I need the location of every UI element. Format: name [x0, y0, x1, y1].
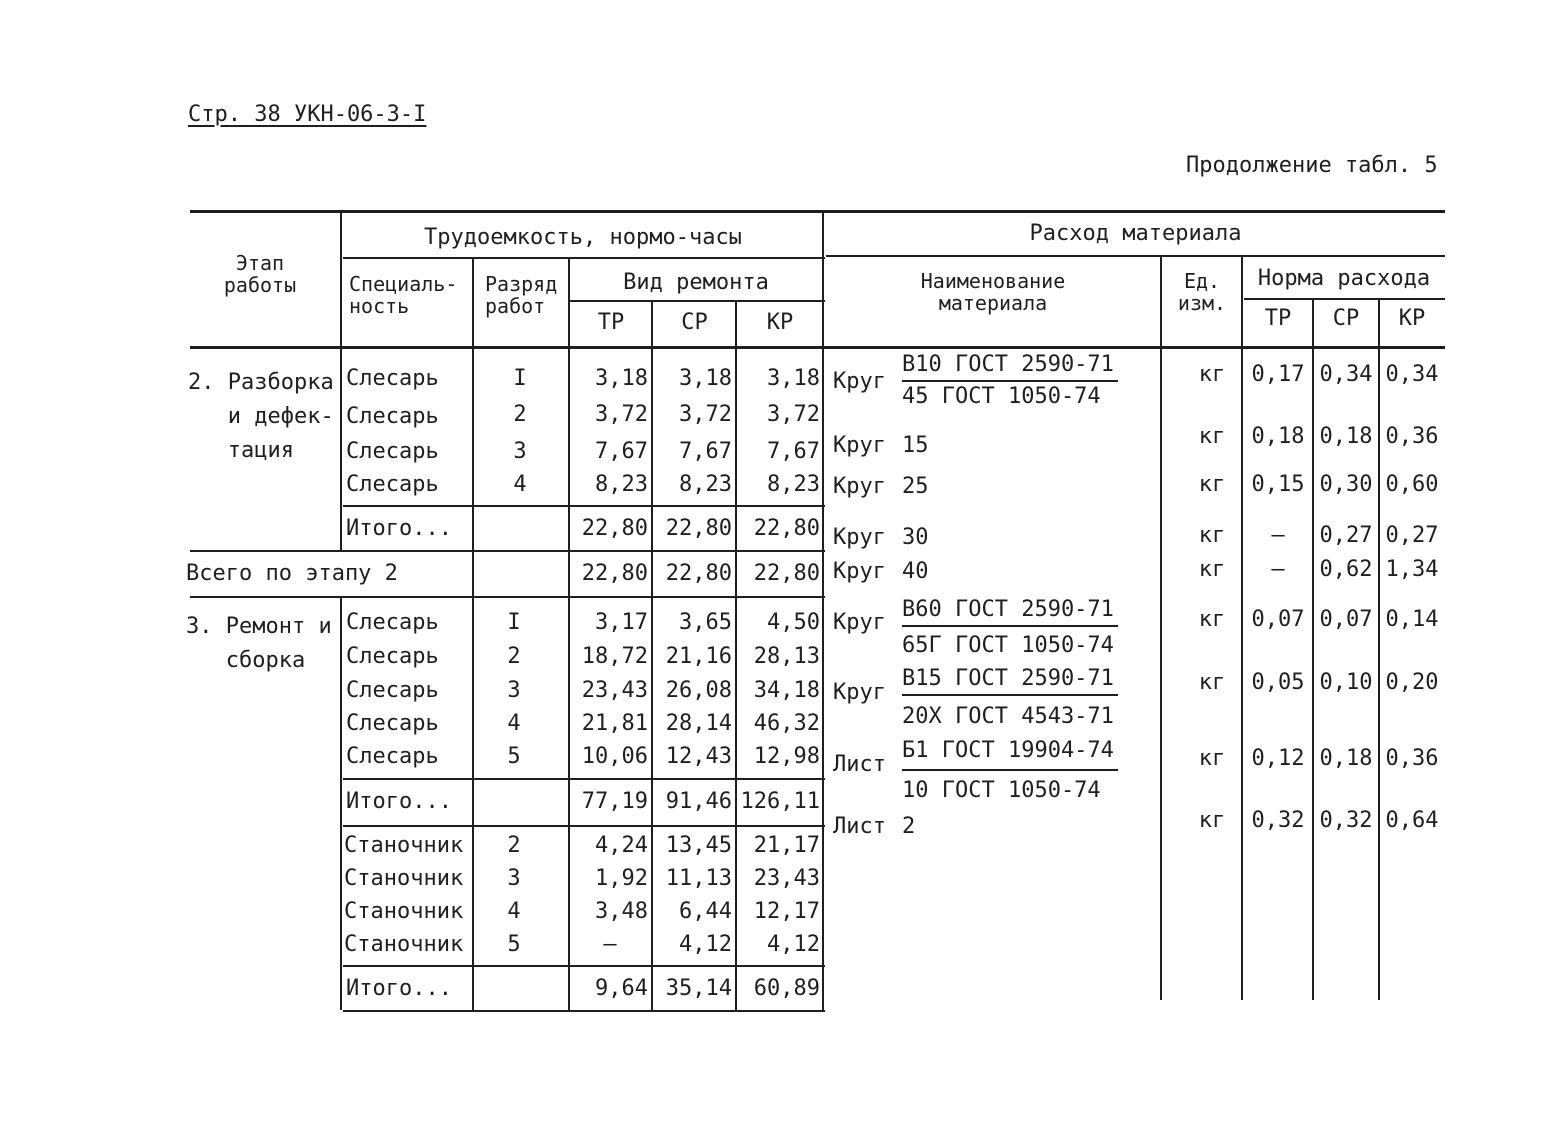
- specialty-cell: Слесарь: [346, 711, 439, 736]
- specialty-cell: Станочник: [344, 899, 464, 924]
- norm-tr-cell: 0,17: [1251, 362, 1305, 387]
- subtotal-label: Итого...: [346, 789, 452, 814]
- kr-cell: 21,17: [753, 833, 820, 858]
- norm-kr-cell: 1,34: [1385, 557, 1439, 582]
- material-spec-top: В60 ГОСТ 2590-71: [902, 597, 1114, 622]
- tr-cell: 3,17: [595, 610, 648, 635]
- sr-cell: 11,13: [665, 866, 732, 891]
- kr-cell: 12,98: [753, 744, 820, 769]
- norm-sr-cell: 0,10: [1319, 670, 1373, 695]
- norm-tr-cell: –: [1271, 557, 1285, 582]
- norm-tr-cell: 0,15: [1251, 472, 1305, 497]
- kr-cell: 4,12: [767, 932, 820, 957]
- header-repair-type: Вид ремонта: [623, 270, 769, 295]
- unit-cell: кг: [1198, 523, 1226, 548]
- tr-cell: 4,24: [595, 833, 648, 858]
- norm-kr-cell: 0,20: [1385, 670, 1439, 695]
- sr-cell: 4,12: [679, 932, 732, 957]
- header-norm: Норма расхода: [1257, 266, 1431, 291]
- material-spec-top: В10 ГОСТ 2590-71: [902, 352, 1114, 377]
- header-grade: Разряд работ: [485, 272, 558, 318]
- norm-kr-cell: 0,60: [1385, 472, 1439, 497]
- material-name: Круг: [833, 369, 886, 394]
- sr-cell: 26,08: [665, 678, 732, 703]
- unit-cell: кг: [1198, 557, 1226, 582]
- norm-tr-cell: 0,18: [1251, 424, 1305, 449]
- subtotal-label: Итого...: [346, 976, 452, 1001]
- sr-cell: 8,23: [679, 472, 732, 497]
- page-reference: Стр. 38 УКН-06-3-I: [188, 102, 427, 127]
- fraction-bar: [902, 769, 1118, 771]
- unit-cell: кг: [1198, 424, 1226, 449]
- col-divider: [472, 552, 474, 596]
- norm-tr-cell: 0,05: [1251, 670, 1305, 695]
- material-name: Лист: [833, 752, 886, 777]
- material-name: Круг: [833, 559, 886, 584]
- grade-cell: 4: [507, 711, 521, 736]
- stage2-label: 2. Разборка и дефек- тация: [188, 370, 334, 463]
- unit-cell: кг: [1198, 670, 1226, 695]
- rule: [343, 965, 825, 967]
- kr-cell: 3,72: [767, 402, 820, 427]
- header-tr: ТР: [597, 310, 625, 335]
- sr-cell: 22,80: [665, 561, 732, 586]
- kr-cell: 60,89: [753, 976, 820, 1001]
- header-sr: СР: [681, 310, 708, 335]
- header-norm-tr: ТР: [1264, 306, 1292, 331]
- col-divider: [340, 213, 342, 550]
- material-name: Круг: [833, 680, 886, 705]
- header-material-use: Расход материала: [1029, 221, 1242, 246]
- kr-cell: 23,43: [753, 866, 820, 891]
- norm-sr-cell: 0,07: [1319, 607, 1373, 632]
- grade-cell: I: [513, 366, 527, 391]
- material-name: Круг: [833, 610, 886, 635]
- sr-cell: 28,14: [665, 711, 732, 736]
- specialty-cell: Слесарь: [346, 472, 439, 497]
- kr-cell: 34,18: [753, 678, 820, 703]
- sr-cell: 22,80: [665, 516, 732, 541]
- specialty-cell: Слесарь: [346, 744, 439, 769]
- rule: [343, 257, 825, 259]
- specialty-cell: Слесарь: [346, 678, 439, 703]
- kr-cell: 3,18: [767, 366, 820, 391]
- material-spec-top: 30: [902, 525, 929, 550]
- norm-sr-cell: 0,34: [1319, 362, 1373, 387]
- tr-cell: 22,80: [581, 516, 648, 541]
- header-bottom-rule: [190, 346, 1445, 349]
- subtotal-label: Итого...: [346, 516, 452, 541]
- material-spec-top: 25: [902, 474, 929, 499]
- material-name: Лист: [833, 814, 886, 839]
- header-labor: Трудоемкость, нормо-часы: [424, 225, 742, 250]
- norm-tr-cell: 0,12: [1251, 746, 1305, 771]
- norm-sr-cell: 0,30: [1319, 472, 1373, 497]
- tr-cell: 18,72: [581, 644, 648, 669]
- material-spec-top: 40: [902, 559, 929, 584]
- col-divider: [340, 598, 342, 1010]
- grade-cell: 5: [507, 932, 521, 957]
- grade-cell: 4: [507, 899, 521, 924]
- material-spec-bottom: 20Х ГОСТ 4543-71: [902, 704, 1114, 729]
- sr-cell: 6,44: [679, 899, 732, 924]
- kr-cell: 12,17: [753, 899, 820, 924]
- rule: [826, 255, 1445, 257]
- material-spec-bottom: 10 ГОСТ 1050-74: [902, 778, 1101, 803]
- specialty-cell: Слесарь: [346, 439, 439, 464]
- header-specialty: Специаль- ность: [349, 272, 458, 318]
- table-top-rule: [190, 210, 1445, 213]
- tr-cell: –: [603, 932, 617, 957]
- tr-cell: 1,92: [595, 866, 648, 891]
- sr-cell: 7,67: [679, 439, 732, 464]
- tr-cell: 77,19: [581, 789, 648, 814]
- material-spec-top: 2: [902, 814, 916, 839]
- sr-cell: 3,72: [679, 402, 732, 427]
- material-name: Круг: [833, 474, 886, 499]
- rule: [343, 778, 825, 780]
- norm-kr-cell: 0,34: [1385, 362, 1439, 387]
- stage-total-label: Всего по этапу 2: [186, 561, 398, 586]
- unit-cell: кг: [1198, 746, 1226, 771]
- norm-sr-cell: 0,18: [1319, 424, 1373, 449]
- grade-cell: 3: [513, 439, 527, 464]
- grade-cell: 3: [507, 678, 521, 703]
- specialty-cell: Станочник: [344, 932, 464, 957]
- rule: [343, 825, 825, 827]
- tr-cell: 7,67: [595, 439, 648, 464]
- material-spec-top: 15: [902, 433, 929, 458]
- rule: [190, 596, 825, 598]
- col-divider: [1312, 300, 1314, 1000]
- sr-cell: 3,65: [679, 610, 732, 635]
- norm-kr-cell: 0,14: [1385, 607, 1439, 632]
- sr-cell: 3,18: [679, 366, 732, 391]
- tr-cell: 22,80: [581, 561, 648, 586]
- kr-cell: 22,80: [753, 516, 820, 541]
- norm-kr-cell: 0,36: [1385, 746, 1439, 771]
- kr-cell: 4,50: [767, 610, 820, 635]
- specialty-cell: Слесарь: [346, 610, 439, 635]
- material-name: Круг: [833, 433, 886, 458]
- tr-cell: 3,18: [595, 366, 648, 391]
- grade-cell: 2: [507, 833, 521, 858]
- specialty-cell: Станочник: [344, 833, 464, 858]
- kr-cell: 46,32: [753, 711, 820, 736]
- tr-cell: 8,23: [595, 472, 648, 497]
- specialty-cell: Слесарь: [346, 404, 439, 429]
- unit-cell: кг: [1198, 362, 1226, 387]
- norm-sr-cell: 0,62: [1319, 557, 1373, 582]
- rule: [343, 505, 825, 507]
- header-norm-kr: КР: [1398, 306, 1426, 331]
- fraction-bar: [902, 694, 1118, 696]
- specialty-cell: Станочник: [344, 866, 464, 891]
- rule: [190, 550, 825, 552]
- norm-tr-cell: 0,32: [1251, 808, 1305, 833]
- tr-cell: 23,43: [581, 678, 648, 703]
- sr-cell: 13,45: [665, 833, 732, 858]
- sr-cell: 12,43: [665, 744, 732, 769]
- material-spec-top: В15 ГОСТ 2590-71: [902, 666, 1114, 691]
- header-material-name: Наименование материала: [920, 269, 1066, 315]
- kr-cell: 22,80: [753, 561, 820, 586]
- unit-cell: кг: [1198, 607, 1226, 632]
- material-spec-bottom: 45 ГОСТ 1050-74: [902, 384, 1101, 409]
- rule: [570, 300, 825, 302]
- header-unit: Ед. изм.: [1177, 269, 1227, 315]
- unit-cell: кг: [1198, 808, 1226, 833]
- norm-tr-cell: 0,07: [1251, 607, 1305, 632]
- grade-cell: I: [507, 610, 521, 635]
- norm-sr-cell: 0,27: [1319, 523, 1373, 548]
- grade-cell: 3: [507, 866, 521, 891]
- grade-cell: 2: [507, 644, 521, 669]
- material-spec-top: Б1 ГОСТ 19904-74: [902, 738, 1114, 763]
- norm-sr-cell: 0,32: [1319, 808, 1373, 833]
- kr-cell: 28,13: [753, 644, 820, 669]
- kr-cell: 7,67: [767, 439, 820, 464]
- kr-cell: 126,11: [740, 789, 820, 814]
- sr-cell: 21,16: [665, 644, 732, 669]
- grade-cell: 2: [513, 402, 527, 427]
- col-divider: [1378, 300, 1380, 1000]
- tr-cell: 21,81: [581, 711, 648, 736]
- grade-cell: 5: [507, 744, 521, 769]
- norm-sr-cell: 0,18: [1319, 746, 1373, 771]
- norm-tr-cell: –: [1271, 523, 1285, 548]
- unit-cell: кг: [1198, 472, 1226, 497]
- norm-kr-cell: 0,64: [1385, 808, 1439, 833]
- header-stage: Этап работы: [223, 251, 297, 297]
- norm-kr-cell: 0,27: [1385, 523, 1439, 548]
- table-continuation-title: Продолжение табл. 5: [1186, 153, 1438, 178]
- tr-cell: 10,06: [581, 744, 648, 769]
- grade-cell: 4: [513, 472, 527, 497]
- tr-cell: 3,48: [595, 899, 648, 924]
- kr-cell: 8,23: [767, 472, 820, 497]
- stage3-label: 3. Ремонт и сборка: [186, 614, 332, 673]
- material-name: Круг: [833, 525, 886, 550]
- header-norm-sr: СР: [1332, 306, 1360, 331]
- specialty-cell: Слесарь: [346, 366, 439, 391]
- fraction-bar: [902, 625, 1118, 627]
- tr-cell: 3,72: [595, 402, 648, 427]
- sr-cell: 35,14: [665, 976, 732, 1001]
- tr-cell: 9,64: [595, 976, 648, 1001]
- norm-kr-cell: 0,36: [1385, 424, 1439, 449]
- rule: [1244, 298, 1445, 300]
- header-kr: КР: [766, 310, 794, 335]
- sr-cell: 91,46: [665, 789, 732, 814]
- specialty-cell: Слесарь: [346, 644, 439, 669]
- material-spec-bottom: 65Г ГОСТ 1050-74: [902, 633, 1114, 658]
- fraction-bar: [902, 380, 1118, 382]
- table-bottom-rule: [343, 1010, 825, 1012]
